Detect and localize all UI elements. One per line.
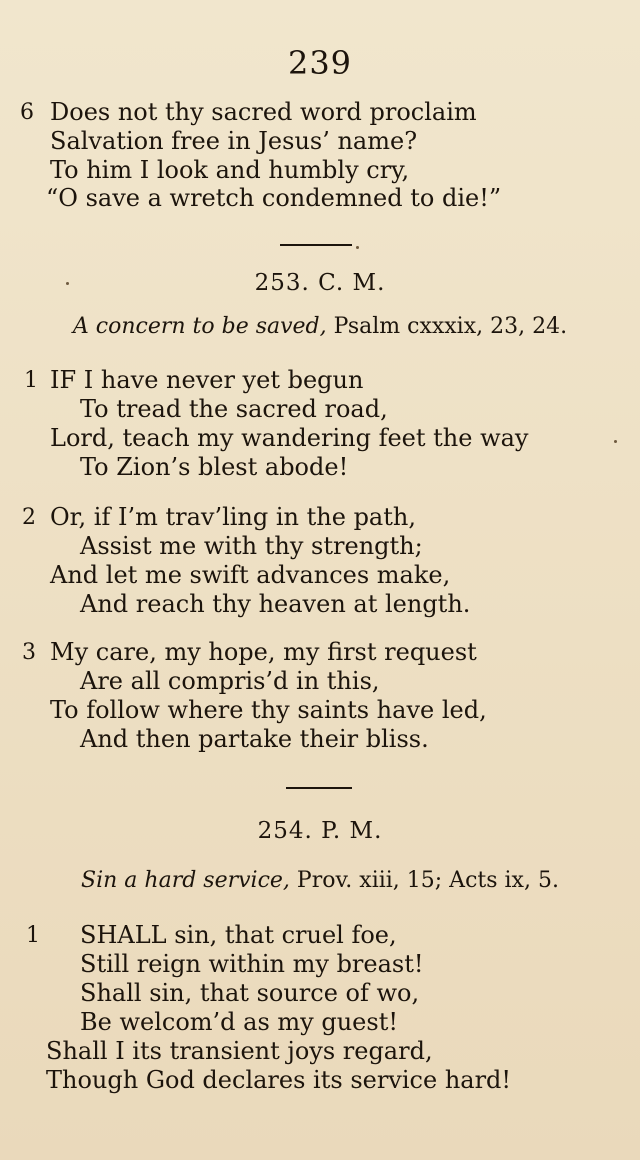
verse-line: To tread the sacred road, — [80, 395, 388, 423]
subtitle-reference: Psalm cxxxix, 23, 24. — [326, 314, 568, 339]
verse-line: “O save a wretch condemned to die!” — [46, 184, 502, 212]
verse-number: 1 — [26, 923, 40, 948]
verse-line: And then partake their bliss. — [80, 725, 429, 753]
page-number: 239 — [287, 44, 353, 82]
verse-line: Though God declares its service hard! — [46, 1066, 512, 1094]
verse-line: SHALL sin, that cruel foe, — [80, 921, 397, 949]
verse-number: 2 — [22, 505, 36, 530]
verse-line: IF I have never yet begun — [50, 366, 364, 394]
verse-line: Salvation free in Jesus’ name? — [50, 127, 418, 155]
verse-line: Does not thy sacred word proclaim — [50, 98, 477, 126]
hymn-heading: 254. P. M. — [257, 818, 383, 844]
paper-speck — [356, 246, 359, 249]
verse-line: Still reign within my breast! — [80, 950, 424, 978]
subtitle-reference: Prov. xiii, 15; Acts ix, 5. — [289, 868, 559, 893]
verse-line: And reach thy heaven at length. — [80, 590, 471, 618]
verse-line: Are all compris’d in this, — [80, 667, 380, 695]
verse-line: Assist me with thy strength; — [80, 532, 423, 560]
hymn-subtitle — [0, 314, 640, 339]
verse-number: 1 — [24, 368, 38, 393]
verse-line: Shall sin, that source of wo, — [80, 979, 420, 1007]
verse-number: 6 — [20, 100, 34, 125]
subtitle-italic: A concern to be saved, — [72, 314, 327, 339]
paper-speck — [66, 282, 69, 285]
section-divider — [280, 244, 352, 246]
verse-line: And let me swift advances make, — [50, 561, 451, 589]
paper-speck — [614, 440, 617, 443]
verse-line: My care, my hope, my first request — [50, 638, 477, 666]
verse-line: To him I look and humbly cry, — [50, 156, 410, 184]
verse-line: Lord, teach my wandering feet the way — [50, 424, 529, 452]
verse-line: Shall I its transient joys regard, — [46, 1037, 433, 1065]
verse-line: To Zion’s blest abode! — [80, 453, 349, 481]
verse-line: Be welcom’d as my guest! — [80, 1008, 398, 1036]
verse-line: To follow where thy saints have led, — [50, 696, 487, 724]
verse-number: 3 — [22, 640, 36, 665]
verse-line: Or, if I’m trav’ling in the path, — [50, 503, 416, 531]
hymn-heading: 253. C. M. — [254, 270, 386, 296]
section-divider — [286, 787, 352, 789]
hymn-subtitle — [0, 868, 640, 893]
subtitle-italic: Sin a hard service, — [81, 868, 290, 893]
